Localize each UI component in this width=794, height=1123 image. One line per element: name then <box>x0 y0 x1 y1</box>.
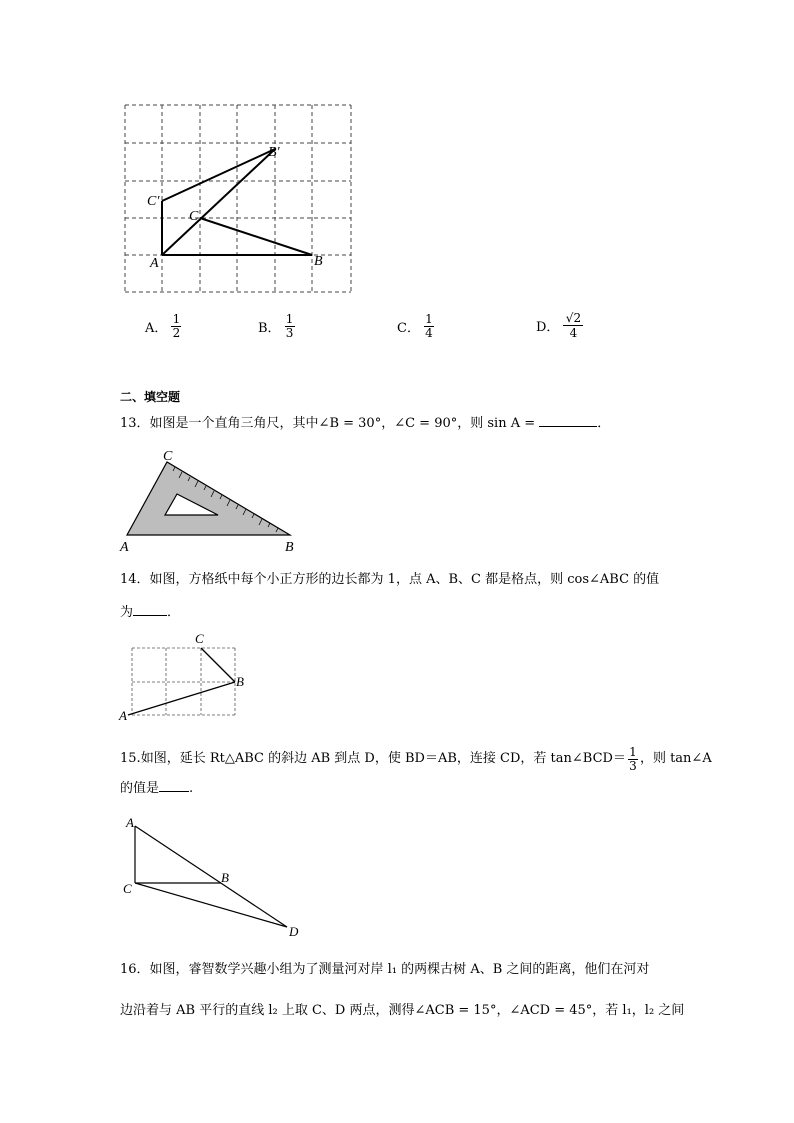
q15-label-d: D <box>289 924 299 939</box>
q15-fraction-denominator: 3 <box>629 758 637 773</box>
q16-number: 16． <box>120 962 150 977</box>
q14-grid-lines <box>132 648 235 715</box>
q13-label-a: A <box>120 540 129 555</box>
section-title: 二、填空题 <box>120 390 181 404</box>
q12-grid-figure <box>115 95 365 305</box>
option-b-numerator: 1 <box>285 311 294 326</box>
q15-body-end: ，则 tan∠A <box>639 751 712 766</box>
option-c <box>397 309 434 343</box>
q14-label-c: C <box>195 631 204 646</box>
label-a: A <box>150 256 159 271</box>
option-d <box>536 307 583 343</box>
q14-number: 14． <box>120 572 150 587</box>
option-d-denominator: 4 <box>569 325 578 340</box>
q14-label-a: A <box>119 708 127 723</box>
option-a-fraction <box>171 313 181 340</box>
option-d-numerator: √2 <box>565 310 582 325</box>
q14-line2-before: 为 <box>120 605 134 620</box>
option-c-denominator: 4 <box>425 325 433 340</box>
q15-label-b: B <box>221 870 229 885</box>
option-d-letter: D． <box>536 319 560 335</box>
q14-line1 <box>120 571 659 589</box>
q13-body: 如图是一个直角三角尺，其中∠B = 30°，∠C = 90°，则 sin A = <box>149 416 536 431</box>
q15-triangle-figure <box>115 810 315 945</box>
q15-line2-before: 的值是 <box>120 781 160 796</box>
option-a-numerator: 1 <box>172 311 181 326</box>
q15-line2-after: . <box>189 781 194 796</box>
q15-line1 <box>120 742 712 776</box>
q14-line2 <box>120 603 180 622</box>
option-a <box>145 309 181 343</box>
q15-body: 如图，延长 Rt△ABC 的斜边 AB 到点 D，使 BD＝AB，连接 CD，若 tan∠BCD＝ <box>140 751 626 766</box>
q13-label-c: C <box>163 449 173 464</box>
q15-label-c: C <box>123 881 132 896</box>
q16-body-line2: 边沿着与 AB 平行的直线 l₂ 上取 C、D 两点，测得∠ACB = 15°，∠ACD = 45°，若 l₁，l₂ 之间 <box>120 1003 685 1018</box>
option-c-letter: C． <box>397 320 420 336</box>
q14-triangle <box>128 648 235 715</box>
q16-body-line1: 如图，睿智数学兴趣小组为了测量河对岸 l₁ 的两棵古树 A、B 之间的距离，他们在河对 <box>149 962 650 977</box>
q13-label-b: B <box>285 540 294 555</box>
q15-answer-blank[interactable] <box>159 779 189 792</box>
q16-line2 <box>120 1002 684 1020</box>
option-a-letter: A． <box>145 320 168 336</box>
q15-number: 15. <box>120 751 141 766</box>
option-c-fraction <box>424 313 434 340</box>
label-c-prime: C′ <box>147 194 160 209</box>
q14-answer-blank[interactable] <box>133 603 167 616</box>
label-c: C <box>189 209 199 224</box>
q15-lines <box>135 826 287 927</box>
option-b-denominator: 3 <box>285 325 294 340</box>
option-d-fraction <box>563 311 583 340</box>
option-b <box>258 309 295 343</box>
q13-answer-blank[interactable] <box>539 414 597 427</box>
q15-line2 <box>120 779 193 798</box>
label-b-prime: B′ <box>268 145 280 160</box>
option-c-numerator: 1 <box>425 311 433 326</box>
q15-fraction <box>628 746 638 773</box>
q14-body: 如图，方格纸中每个小正方形的边长都为 1，点 A、B、C 都是格点，则 cos∠ABC 的值 <box>149 572 660 587</box>
option-a-denominator: 2 <box>172 325 181 340</box>
set-square-body <box>127 462 290 535</box>
option-b-letter: B． <box>258 320 281 336</box>
q13-set-square-figure <box>115 446 310 558</box>
q16-line1 <box>120 961 649 979</box>
q14-label-b: B <box>236 674 244 689</box>
q15-fraction-numerator: 1 <box>629 744 637 759</box>
label-b: B <box>314 254 323 269</box>
q13-number: 13． <box>120 416 150 431</box>
q14-grid-figure <box>115 628 260 723</box>
q15-label-a: A <box>126 815 134 830</box>
q13-text <box>120 414 610 433</box>
q14-line2-after: ． <box>167 605 181 620</box>
option-b-fraction <box>285 313 295 340</box>
q13-end: ． <box>597 416 611 431</box>
